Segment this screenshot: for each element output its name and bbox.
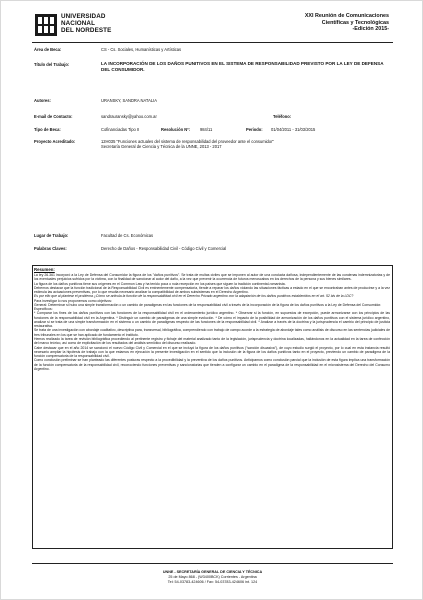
email-value: sandrauransky@yahoo.com.ar (101, 114, 157, 119)
workplace-label: Lugar de Trabajo: (34, 233, 69, 238)
email-label: E-mail de Contacto: (34, 114, 73, 119)
summary-paragraph: * Comparar los fines de los daños punitivos con las funciones de la responsabilidad civil en el ordenamiento jurídico argentino. * Observar si la función, en supuestos de excepción, puede armonizarse con los principios de las funciones de la responsabilidad civil en la Argentina. * Distinguir un cambio de paradigmas de una simple evolución. * De cómo el impacto de la posibilidad de armonización de los daños punitivos con el sistema jurídico argentino, analizar si se trata de una simple transformación en el sistema o un cambio de paradigmas respecto de las funciones de la responsabilidad civil. * Analizar a través de la doctrina y la jurisprudencia el cambio del principio de justicia restaurativa. (34, 311, 390, 329)
university-line2: NACIONAL (61, 20, 96, 28)
event-title (305, 13, 389, 33)
summary-paragraph: La ley 26.361 incorporó a la Ley de Defensa del Consumidor la figura de los "daños punitivos". Se trata de multas civiles que se imponen al autor de una conducta dañosa, independientemente de las condenas indemnizatorias y de los eventuales perjuicios sufridos por la víctima, con la finalidad de sancionar al autor del daño, a la vez que prevenir la ocurrencia de futuros menoscabos en los derechos de la persona y sus bienes similares. (34, 273, 390, 282)
footer-line1: UNNE - SECRETARÍA GENERAL DE CIENCIA Y TÉCNICA (162, 570, 263, 574)
university-name (61, 13, 111, 35)
university-line1: UNIVERSIDAD (61, 13, 106, 20)
keywords-label: Palabras Claves: (34, 246, 67, 251)
university-logo-icon (34, 13, 58, 37)
summary-paragraph: General: Determinar si hubo una simple transformación o un cambio de paradigmas en las funciones de la responsabilidad civil a través de la incorporación de la figura de los daños punitivos a la Ley de Defensa del Consumidor. (34, 302, 382, 307)
header-divider (32, 42, 393, 43)
event-line3: -Edición 2015- (352, 26, 389, 33)
area-label: Área de Beca: (34, 47, 62, 52)
scholarship-type-value: Cofinanciadas Tipo II (101, 127, 140, 132)
title-label: Título del Trabajo: (34, 62, 70, 67)
resolution-value: 984/11 (200, 127, 213, 132)
resolution-label: Resolución Nº: (161, 127, 191, 132)
university-line3: DEL NORDESTE (61, 27, 112, 35)
scholarship-type-label: Tipo de Beca: (34, 127, 61, 132)
summary-paragraph: Es por ello que al plantear el problema ¿Cómo se articula la función de la responsabilidad civil en el Derecho Privado argentino con la adaptación de los daños punitivos establecidos en el art. 52 bis de la LDC? (34, 294, 354, 299)
summary-paragraph: Específicos: (34, 307, 53, 312)
summary-paragraph: La figura de los daños punitivos tiene sus orígenes en el Common Law y ha tenido poca o nula recepción en los países que siguen la tradición continental-romanista. (34, 281, 286, 286)
phone-label: Teléfono: (273, 114, 292, 119)
summary-paragraph: Cabe destacar que en el año 2014 se sancionó el nuevo Código Civil y Comercial en el que se incluyó la figura de los daños punitivos ("sanción disuasiva"), de cuyo estudio surgió el proyecto, por lo cual en esta instancia resultó necesario ampliar la hipótesis de trabajo con la que estamos en ejecución la presente investigación en el sentido que la inclusión de la figura de los daños punitivos tanto en el proyecto, previendo un cambio de paradigma de la función compensatoria de la responsabilidad civil. (34, 345, 390, 359)
authors-label: Autores: (34, 98, 51, 103)
event-line2: Científicas y Tecnológicas (321, 19, 389, 26)
summary-paragraph: Debemos destacar que la función tradicional de la Responsabilidad Civil es eminentemente compensatoria, tiende a reparar los daños violando las situaciones fácticas a estado en el que se encontraban antes de producirse y a la vez estimula las actuaciones preventivas, por lo que resulta necesario analizar la compatibilidad de ambos subsistemas en el Derecho Argentino. (34, 285, 390, 295)
project-label: Proyecto Acreditado: (34, 139, 76, 144)
summary-body (34, 273, 390, 371)
summary-paragraph: Hemos realizado la tarea de revisión bibliográfica procediendo al pertinente registro y fichaje del material analizado tanto de la legislación, jurisprudencia y doctrina localizadas, hallándonos en la actualidad en la tarea de confección del marco teórico, así como de explicitación de los resultados del análisis semiótico del discurso realizado. (34, 336, 390, 346)
footer (1, 570, 423, 585)
footer-line3: Tel: 54-03783-424606 / Fax: 54-03783-424606 int. 124 (167, 580, 258, 584)
workplace-value: Facultad de Cs. Económicas (101, 233, 154, 238)
project-value-line1: 12H035 "Funciones actuales del sistema de responsabilidad del proveedor ante el consumidor" (101, 139, 274, 144)
keywords-value: Derecho de Daños - Responsabilidad Civil - Código Civil y Comercial (101, 246, 227, 251)
footer-line2: 25 de Mayo 868 - (W3400BCK) Corrientes - Argentina (168, 575, 257, 579)
area-value: CS - Cs. Sociales, Humanísticas y Artísticas (101, 47, 182, 52)
summary-paragraph: Para investigar lo nos proponemos como objetivos: (34, 298, 112, 303)
event-line1: XXI Reunión de Comunicaciones (304, 13, 389, 19)
footer-divider (32, 563, 393, 564)
project-value-line2: Secretaría General de Ciencia y Técnica de la UNNE, 2013 - 2017 (101, 144, 222, 149)
summary-paragraph: Se trata de una investigación con abordaje cualitativo, descriptiva para, transversal, bibliográfica, comprendiendo con trabajo de campo acorde a la estrategia de abordaje tales como análisis de discurso en las sentencias judiciales de tres tribunales en los que se han aplicado de fundamento el instituto. (34, 328, 390, 337)
authors-value: URANSKY, SANDRA NATALIA (101, 98, 157, 103)
summary-paragraph: Como conclusión preliminar se han planteado las diferentes posturas respecto a la procedibilidad y la preventiva de los daños punitivos. Anticipamos como conclusión parcial que la inclusión de esta figura implica una transformación de la función compensatoria de la responsabilidad civil, reconociendo funciones preventivas y sancionatorias que tienden a configurar un cambio en el paradigma de la responsabilidad en el microsistema del Derecho del Consumo Argentino. (34, 358, 390, 371)
period-label: Periodo: (246, 127, 263, 132)
work-title: LA INCORPORACIÓN DE LOS DAÑOS PUNITIVOS EN EL SISTEMA DE RESPONSABILIDAD PREVISTO POR LA LEY DE DEFENSA DEL CONSUMIDOR. (101, 61, 384, 72)
summary-heading: Resumen: (34, 267, 55, 272)
period-value: 01/04/2011 - 31/03/2015 (271, 127, 316, 132)
